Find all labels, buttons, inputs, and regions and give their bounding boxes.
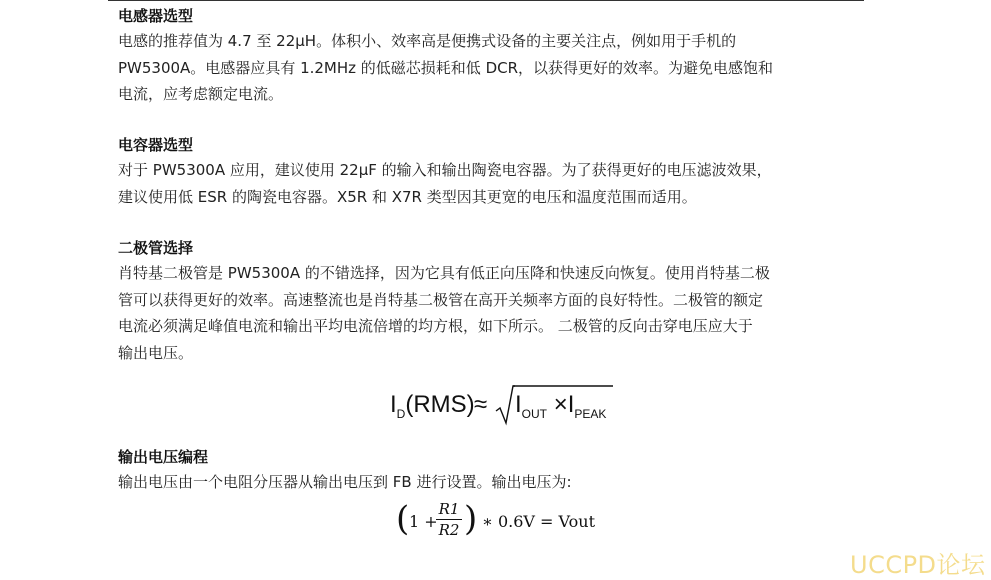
- formula-subscript: OUT: [521, 407, 548, 421]
- paragraph-line: 建议使用低 ESR 的陶瓷电容器。X5R 和 X7R 类型因其更宽的电压和温度范围而适用。: [118, 187, 697, 206]
- formula-radicand: [515, 391, 606, 419]
- paragraph-output-voltage-programming: [118, 469, 866, 496]
- approx-symbol: ≈: [474, 391, 488, 418]
- formula-subscript: D: [396, 407, 406, 421]
- formula-one-plus: 1 +: [409, 512, 438, 531]
- formula-rest: ∗ 0.6V = Vout: [482, 512, 595, 531]
- output-voltage-formula: [396, 500, 596, 544]
- paragraph-line: 肖特基二极管是 PW5300A 的不错选择，因为它具有低正向压降和快速反向恢复。使用肖特基二极: [118, 264, 770, 282]
- paragraph-line: 输出电压由一个电阻分压器从输出电压到 FB 进行设置。输出电压为:: [118, 473, 572, 491]
- times-symbol: ×: [553, 391, 568, 418]
- paragraph-line: PW5300A。电感器应具有 1.2MHz 的低磁芯损耗和低 DCR，以获得更好的效率。为避免电感饱和: [118, 58, 774, 77]
- formula-symbol: (RMS): [405, 391, 475, 418]
- close-paren: ): [464, 499, 478, 539]
- paragraph-capacitor-selection: [118, 157, 866, 210]
- heading-inductor-selection: 电感器选型: [118, 7, 194, 25]
- paragraph-diode-selection: [118, 260, 866, 366]
- top-divider: [108, 0, 864, 1]
- paragraph-line: 电流必须满足峰值电流和输出平均电流倍增的均方根，如下所示。 二极管的反向击穿电压应大于: [118, 317, 753, 335]
- fraction-denominator: R2: [438, 521, 460, 539]
- watermark: UCCPD论坛: [850, 551, 986, 579]
- diode-rms-formula: [390, 383, 620, 427]
- fraction-r1-r2: [436, 500, 462, 539]
- paragraph-inductor-selection: [118, 28, 866, 108]
- paragraph-line: 对于 PW5300A 应用，建议使用 22μF 的输入和输出陶瓷电容器。为了获得更好的电压滤波效果，: [118, 161, 772, 179]
- formula-lhs: [390, 391, 475, 419]
- heading-capacitor-selection: 电容器选型: [118, 136, 194, 154]
- paragraph-line: 电流，应考虑额定电流。: [118, 85, 284, 103]
- heading-diode-selection: 二极管选择: [118, 239, 194, 257]
- paragraph-line: 输出电压。: [118, 343, 194, 362]
- formula-subscript: PEAK: [574, 407, 607, 421]
- fraction-bar: [436, 519, 462, 520]
- sqrt-overline: [513, 383, 613, 389]
- heading-output-voltage-programming: 输出电压编程: [118, 448, 209, 466]
- open-paren: (: [396, 499, 410, 539]
- formula-symbol: I: [390, 391, 397, 418]
- paragraph-line: 管可以获得更好的效率。高速整流也是肖特基二极管在高开关频率方面的良好特性。二极管的额定: [118, 290, 764, 309]
- paragraph-line: 电感的推荐值为 4.7 至 22μH。体积小、效率高是便携式设备的主要关注点，例如用于手机的: [118, 32, 737, 50]
- sqrt-icon: [495, 383, 515, 427]
- fraction-numerator: R1: [438, 500, 460, 518]
- formula-symbol: I: [515, 391, 522, 418]
- formula-symbol: I: [567, 391, 575, 418]
